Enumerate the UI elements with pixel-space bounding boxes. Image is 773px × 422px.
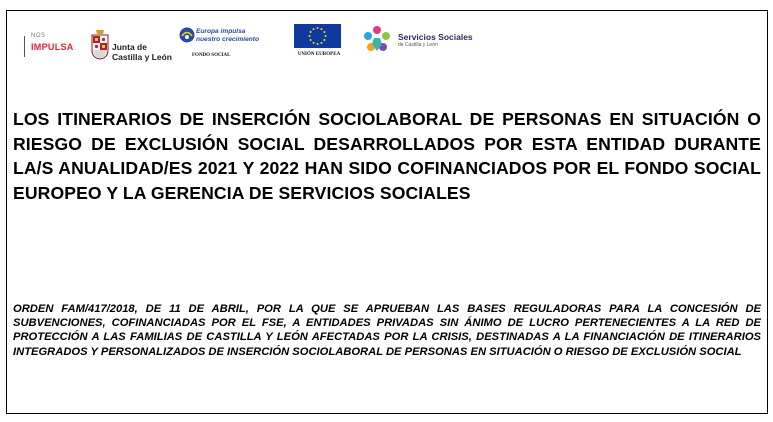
nos-impulsa-main-text: IMPULSA <box>31 42 74 52</box>
ss-line2: de Castilla y León <box>398 42 438 48</box>
servicios-sociales-mark <box>360 24 394 56</box>
nos-impulsa-top-text: NOS <box>31 33 46 39</box>
ss-line1: Servicios Sociales <box>398 32 473 42</box>
legal-order-text: ORDEN FAM/417/2018, DE 11 DE ABRIL, POR LA QUE SE APRUEBAN LAS BASES REGULADORAS PARA LA CONCESIÓN DE SUBVENCIONES, COFINANCIADAS POR EL FSE, A ENTIDADES PRIVADAS SIN ÁNIMO DE LUCRO PERTENECIENTES A LA RED DE PROTECCIÓN A LAS FAMILIAS DE CASTILLA Y LEÓN AFECTADAS POR LA CRISIS, DESTINADAS A LA FINANCIACIÓN DE ITINERARIOS INTEGRADOS Y PERSONALIZADOS DE INSERCIÓN SOCIOLABORAL DE PERSONAS EN SITUACIÓN O RIESGO DE EXCLUSIÓN SOCIAL <box>13 303 761 358</box>
coat-of-arms-icon <box>90 28 110 60</box>
fondo-social-logo <box>179 26 271 62</box>
fse-line1: Europa impulsa <box>196 28 246 35</box>
fse-caption: FONDO SOCIAL <box>192 53 231 58</box>
fse-line2: nuestro crecimiento <box>196 36 260 43</box>
junta-line2: Castilla y León <box>112 52 172 62</box>
servicios-sociales-logo <box>360 24 473 58</box>
junta-castilla-leon-logo <box>90 28 172 64</box>
union-europea-logo <box>292 24 346 62</box>
cofinancing-headline: LOS ITINERARIOS DE INSERCIÓN SOCIOLABORAL DE PERSONAS EN SITUACIÓN O RIESGO DE EXCLUSIÓN SOCIAL DESARROLLADOS POR ESTA ENTIDAD DURANTE LA/S ANUALIDAD/ES 2021 Y 2022 HAN SIDO COFINANCIADOS POR EL FONDO SOCIAL EUROPEO Y LA GERENCIA DE SERVICIOS SOCIALES <box>13 109 761 203</box>
eu-flag-icon <box>294 24 341 48</box>
ue-caption: UNIÓN EUROPEA <box>297 52 341 57</box>
logo-separator <box>24 36 25 57</box>
fse-circle-icon <box>179 27 195 43</box>
junta-line1: Junta de <box>112 42 147 52</box>
nos-impulsa-logo <box>31 33 89 61</box>
